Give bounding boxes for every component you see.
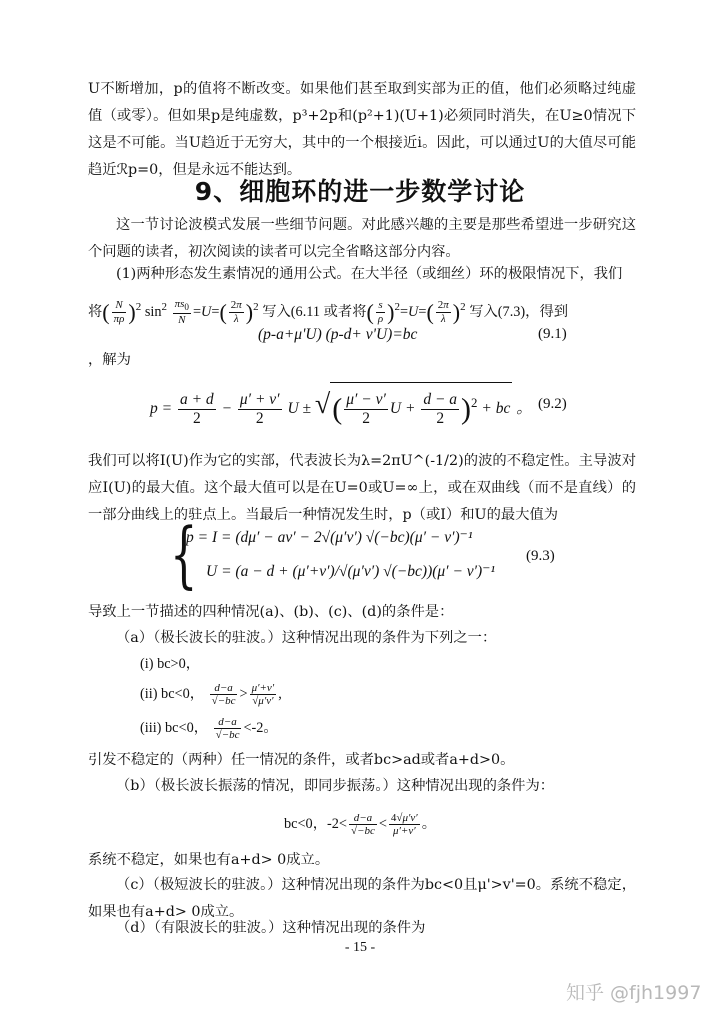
equation-9-1: (p-a+μ'U) (p-d+ v'U)=bc	[258, 326, 418, 343]
condition-iii-prefix: (iii) bc<0，	[140, 720, 209, 736]
condition-ii-prefix: (ii) bc<0，	[140, 686, 205, 702]
equation-9-2-number: (9.2)	[538, 396, 567, 412]
case-d-heading: （d）（有限波长的驻波。）这种情况出现的条件为	[116, 920, 426, 936]
case-b-heading: （b）（极长波长振荡的情况，即同步振荡。）这种情况出现的条件为：	[116, 778, 555, 794]
case-a-heading: （a）（极长波长的驻波。）这种情况出现的条件为下列之一：	[116, 630, 497, 646]
substitution-middle-2: 写入(7.3)，得到	[469, 303, 569, 320]
instability-condition-line: 引发不稳定的（两种）任一情况的条件，或者bc>ad或者a+d>0。	[88, 752, 515, 768]
intro-paragraph: U不断增加，p的值将不断改变。如果他们甚至取到实部为正的值，他们必须略过纯虚值（或零）。但如果p是纯虚数，p³+2p和(p²+1)(U+1)必须同时消失，在U≥0情况下这是不可能。当U趋近于无穷大，其中的一个根接近i。因此，可以通过U的大值尽可能趋近ℛp=0，但是永远不能达到。	[88, 81, 636, 178]
watermark: 知乎 @fjh1997	[566, 982, 702, 1004]
equation-brace: {	[170, 512, 198, 596]
condition-iii-suffix: <-2。	[243, 720, 278, 736]
section-title: 9、细胞环的进一步数学讨论	[194, 177, 526, 206]
page-number: - 15 -	[344, 940, 376, 955]
solution-intro: ，解为	[88, 352, 131, 368]
condition-i: (i) bc>0，	[140, 656, 201, 672]
condition-iii: (iii) bc<0， $\frac{d-a}{√-bc}$ <-2。	[140, 715, 278, 742]
condition-ii: (ii) bc<0， $\frac{d-a}{√-bc}$ > $\frac{\mu'+v'}{√\mu'v'}$ ,	[140, 681, 282, 708]
condition-b-prefix: bc<0，-2<	[284, 816, 347, 832]
section-intro-paragraph: 这一节讨论波模式发展一些细节问题。对此感兴趣的主要是那些希望进一步研究这个问题的读者，初次阅读的读者可以完全省略这部分内容。	[88, 217, 636, 260]
equation-9-1-number: (9.1)	[538, 326, 567, 342]
substitution-line: 将( $\frac{N}{\pi\rho}$ )$^2$ $\sin^2$ $\frac{\pi s_0}{N}$ =U=( $\frac{2\pi}{\lambda}$ )$^2$ 写入(6.11 或者将( $\frac{s}{\rho}$ )$^2$=U=( $\frac{2\pi}{\lambda}$ )$^2$ 写入(7.3)，得到	[88, 298, 569, 327]
conditions-intro: 导致上一节描述的四种情况(a)、(b)、(c)、(d)的条件是：	[88, 604, 454, 620]
equation-9-3-number: (9.3)	[526, 548, 555, 564]
condition-b: bc<0，-2< $\frac{d-a}{√-bc}$ < $\frac{4√\mu'v'}{\mu'+v'}$ 。	[284, 811, 436, 838]
instability-paragraph: 我们可以将I(U)作为它的实部，代表波长为λ=2πU^(-1/2)的波的不稳定性。主导波对应I(U)的最大值。这个最大值可以是在U=0或U=∞上，或在双曲线（而不是直线）的一部分曲线上的驻点上。当最后一种情况发生时，p（或I）和U的最大值为	[88, 453, 636, 523]
equation-9-3-line-1: p = I = (dμ′ − av′ − 2√(μ′v′) √(−bc)(μ′ − v′)⁻¹	[186, 529, 473, 546]
equation-9-2: p = $\frac{a + d}{2}$ − $\frac{\mu' + v'}{2}$ U ± √( $\frac{\mu' - v'}{2}$ U + $\frac{d - a}{2}$ )$^2$ + bc 。	[150, 380, 532, 430]
substitution-prefix: 将	[88, 303, 103, 320]
system-unstable-line: 系统不稳定，如果也有a+d> 0成立。	[88, 852, 330, 868]
equation-9-3-line-2: U = (a − d + (μ′+v′)/√(μ′v′) √(−bc))(μ′ − v′)⁻¹	[206, 563, 496, 580]
substitution-middle-1: 写入(6.11 或者将	[262, 303, 367, 320]
case-c-paragraph: （c）（极短波长的驻波。）这种情况出现的条件为bc<0且μ'>v'=0。系统不稳定，如果也有a+d> 0成立。	[88, 877, 636, 920]
general-formula-line: (1)两种形态发生素情况的通用公式。在大半径（或细丝）环的极限情况下，我们	[116, 266, 623, 282]
